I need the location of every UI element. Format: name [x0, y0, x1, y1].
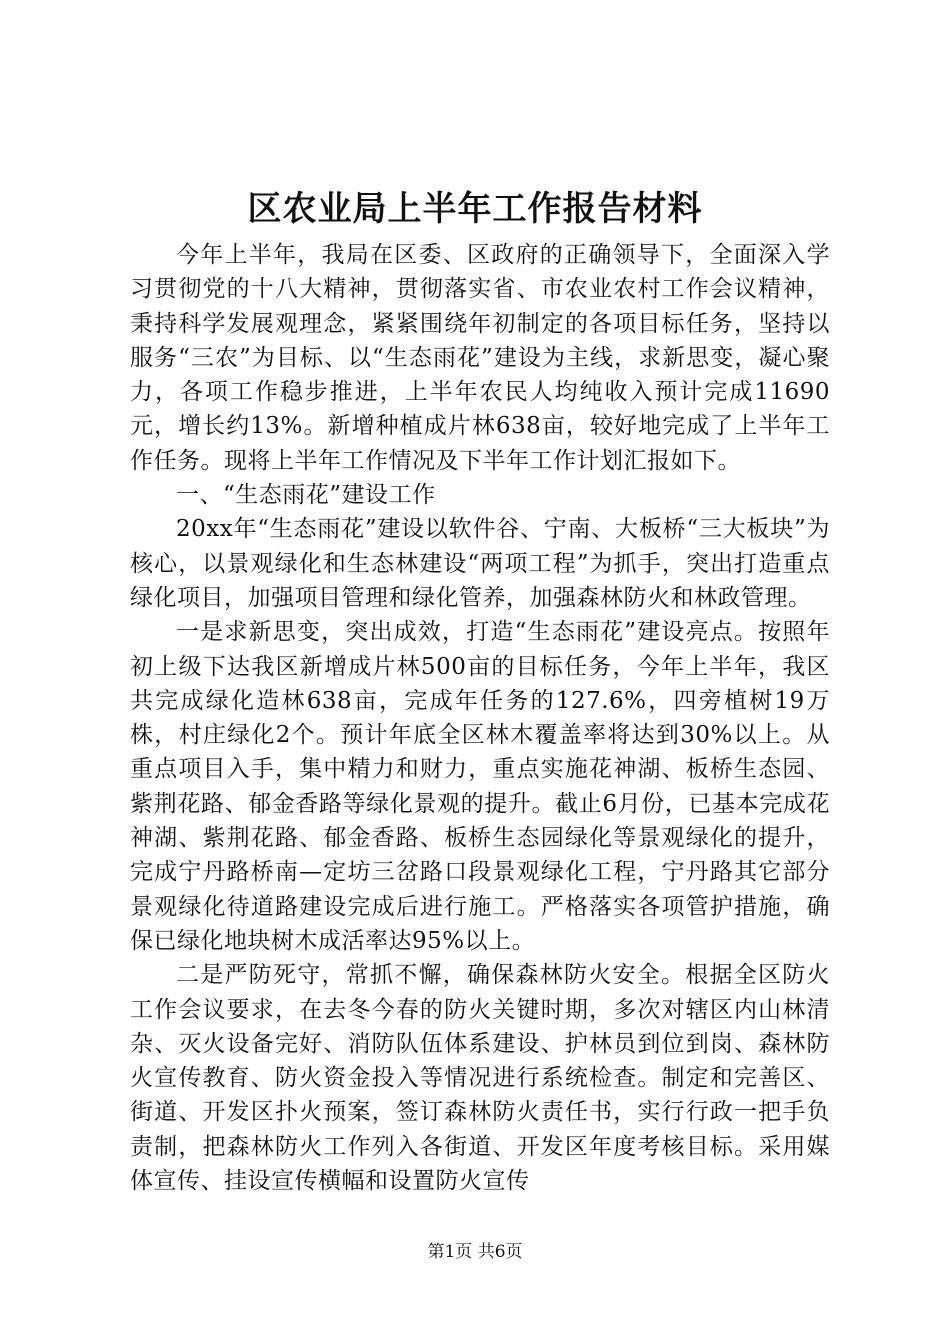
section-intro-paragraph: 20xx年“生态雨花”建设以软件谷、宁南、大板桥“三大板块”为核心，以景观绿化和生态林建设“两项工程”为抓手，突出打造重点绿化项目，加强项目管理和绿化管养，加强森林防火和林政管理。 [130, 516, 830, 611]
item-two-paragraph: 二是严防死守，常抓不懈，确保森林防火安全。根据全区防火工作会议要求，在去冬今春的防火关键时期，多次对辖区内山林清杂、灭火设备完好、消防队伍体系建设、护林员到位到岗、森林防火宣传教育、防火资金投入等情况进行系统检查。制定和完善区、街道、开发区扑火预案，签订森林防火责任书，实行行政一把手负责制，把森林防火工作列入各街道、开发区年度考核目标。采用媒体宣传、挂设宣传横幅和设置防火宣传 [130, 962, 830, 1195]
document-title: 区农业局上半年工作报告材料 [247, 189, 703, 229]
intro-paragraph: 今年上半年，我局在区委、区政府的正确领导下，全面深入学习贯彻党的十八大精神，贯彻落实省、市农业农村工作会议精神，秉持科学发展观理念，紧紧围绕年初制定的各项目标任务，坚持以服务“三农”为目标、以“生态雨花”建设为主线，求新思变，凝心聚力，各项工作稳步推进，上半年农民人均纯收入预计完成11690元，增长约13%。新增种植成片林638亩，较好地完成了上半年工作任务。现将上半年工作情况及下半年工作计划汇报如下。 [130, 242, 830, 474]
section-heading: 一、“生态雨花”建设工作 [176, 482, 436, 509]
page-number-footer: 第1页 共6页 [427, 1242, 523, 1262]
item-one-paragraph: 一是求新思变，突出成效，打造“生态雨花”建设亮点。按照年初上级下达我区新增成片林500亩的目标任务，今年上半年，我区共完成绿化造林638亩，完成年任务的127.6%，四旁植树19万株，村庄绿化2个。预计年底全区林木覆盖率将达到30%以上。从重点项目入手，集中精力和财力，重点实施花神湖、板桥生态园、紫荆花路、郁金香路等绿化景观的提升。截止6月份，已基本完成花神湖、紫荆花路、郁金香路、板桥生态园绿化等景观绿化的提升，完成宁丹路桥南—定坊三岔路口段景观绿化工程，宁丹路其它部分景观绿化待道路建设完成后进行施工。严格落实各项管护措施，确保已绿化地块树木成活率达95%以上。 [130, 619, 830, 954]
document-body [130, 238, 830, 1198]
